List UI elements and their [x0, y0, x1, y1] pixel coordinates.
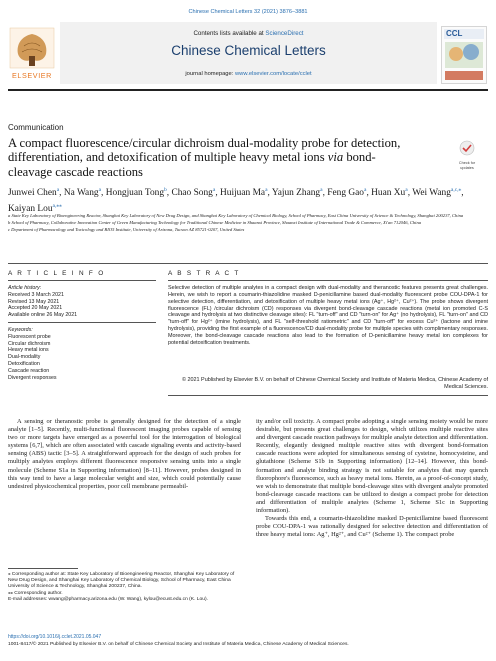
keyword: Cascade reaction — [8, 367, 50, 374]
section-rule — [8, 263, 488, 264]
keyword: Fluorescent probe — [8, 333, 51, 340]
author-name[interactable]: Chao Song — [171, 188, 213, 199]
article-info-heading: A R T I C L E I N F O — [8, 270, 105, 277]
author-affiliation-mark[interactable]: a — [320, 187, 323, 193]
article-title — [8, 136, 408, 179]
keyword: Heavy metal ions — [8, 347, 49, 354]
journal-cover-thumbnail — [441, 26, 487, 84]
history-revised: Revised 13 May 2021 — [8, 298, 60, 305]
author-name[interactable]: Huijuan Ma — [220, 188, 266, 199]
author-name[interactable]: Feng Gao — [327, 188, 364, 199]
keyword: Detoxification — [8, 360, 40, 367]
article-info-rule — [8, 280, 156, 281]
author-name[interactable]: Junwei Chen — [8, 188, 57, 199]
author-name[interactable]: Wei Wang — [412, 188, 451, 199]
crossmark-line2: updates — [460, 165, 474, 170]
elsevier-logo — [8, 26, 56, 82]
crossmark-icon — [452, 140, 482, 156]
author-affiliation-mark[interactable]: a,⁎⁎ — [52, 202, 62, 209]
abstract-end-rule — [168, 395, 488, 396]
abstract-heading: A B S T R A C T — [168, 270, 241, 277]
author-name[interactable]: Na Wang — [63, 188, 99, 199]
footnote-email[interactable]: E-mail addresses: wwang@pharmacy.arizona.edu (W. Wang), kylou@ecust.edu.cn (K. Lou). — [8, 596, 208, 602]
author-affiliation-mark[interactable]: b — [164, 187, 167, 193]
affiliation-b: b School of Pharmacy, Collaborative Innovation Center of Green Manufacturing Technology for Traditional Chinese Medicine in Shaanxi Province, Shaanxi Institute of International Trade & Commerce, Xi'an 712046, China — [8, 220, 422, 226]
author-affiliation-mark[interactable]: a — [265, 187, 268, 193]
history-online: Available online 26 May 2021 — [8, 312, 78, 319]
author-name[interactable]: Huan Xu — [371, 188, 406, 199]
abstract-copyright: © 2021 Published by Elsevier B.V. on behalf of Chinese Chemical Society and Institute of Materia Medica, Chinese Academy of Medical Sciences. — [181, 377, 488, 390]
abstract-rule — [168, 280, 488, 281]
journal-citation[interactable]: Chinese Chemical Letters 32 (2021) 3876–3881 — [188, 9, 308, 15]
history-accepted: Accepted 20 May 2021 — [8, 305, 63, 312]
check-for-updates-badge[interactable] — [452, 140, 482, 170]
author-affiliation-mark[interactable]: a — [98, 187, 102, 193]
sciencedirect-link[interactable]: ScienceDirect — [265, 30, 304, 37]
body-paragraph: ity and/or cell toxicity. A compact probe adopting a single sensing moiety would be more desirable, but presents great challenges to design, which utilizes multiple reactive sites and divergent cascade reaction pathways for multiple analyte detection and differentiation. Recently, elegantly designed multiple reactive sites with divergent bond-formation cascade reactions were adopted for simultaneous sensing of cysteine, homocysteine, and glutathione (Scheme S1b in Supporting information) [12–14]. However, this bond-formation and analyte binding strategy is not suitable for analytes that may quench fluorophore's fluorescence, such as heavy metal ions. Herein, as a proof-of-concept study, we wish to demonstrate that multiple bond-cleavage sites with divergent analyte promoted bond-cleavage cascade reactions can be utilized to design a compact probe for detection and differentiation of multiple analytes (Scheme 1, Scheme S1c in Supporting information). — [256, 418, 488, 515]
keywords-list — [8, 327, 156, 381]
article-type: Communication — [8, 123, 64, 132]
cover-title: CCL — [446, 29, 463, 38]
author-name[interactable]: Yajun Zhang — [271, 188, 321, 199]
author-affiliation-mark[interactable]: a — [363, 187, 367, 193]
title-italic: via — [327, 150, 344, 165]
bottom-copyright: 1001-8417/© 2021 Published by Elsevier B.V. on behalf of Chinese Chemical Society and Institute of Materia Medica, Chinese Academy of Medical Sciences. — [8, 642, 349, 647]
author-list: Junwei Chen$^a$, Na Wang$^a$, Hongjuan Tong$^b$, Chao Song$^a$, Huijuan Ma$^a$, Yajun Zhang$^a$, Feng Gao$^a$, Huan Xu$^a$, Wei Wang$^{a,c,⁎}$, Kaiyan Lou$^{a,⁎⁎}$ — [8, 187, 464, 214]
keywords-rule — [8, 322, 156, 323]
author-name[interactable]: Hongjuan Tong — [105, 188, 165, 199]
author-name[interactable]: Kaiyan Lou — [8, 203, 53, 214]
body-paragraph: Towards this end, a coumarin-thiazolidine masked D-penicillamine based fluorescent probe COU-DPA-1 was rationally designed for selective detection and differentiation of three heavy metal ions: Ag⁺, Hg²⁺, and Cu²⁺ (Scheme 1). The compact probe — [256, 515, 488, 539]
affiliation-c: c Department of Pharmacology and Toxicology and BIO5 Institute, University of Arizona, Tucson AZ 85721-0207, United States — [8, 227, 245, 233]
history-label: Article history: — [8, 285, 42, 291]
keyword: Dual-modality — [8, 354, 41, 361]
footnote-corresponding-1: ⁎ Corresponding author at: State Key Laboratory of Bioengineering Reactor, Shanghai Key Laboratory of New Drug Design, and Shanghai Key Laboratory of Chemical Biology, School of Pharmacy, East China University of Science & Technology, Shanghai 200237, China. — [8, 572, 235, 590]
author-affiliation-mark[interactable]: a — [56, 187, 60, 193]
affiliations — [8, 213, 488, 235]
journal-name: Chinese Chemical Letters — [171, 43, 326, 58]
body-right-column — [256, 418, 488, 539]
homepage-prefix: journal homepage: — [185, 71, 235, 77]
contents-prefix: Contents lists available at — [193, 30, 266, 37]
abstract-text: Selective detection of multiple analytes in a compact design with dual-modality and theranostic features presents great challenges. Herein, we wish to report a coumarin-thiazolidine masked D-penicillamine based dual-modality fluorescent probe COU-DPA-1 for selective detection, differentiation, and detoxification of multiple heavy metal ions (Ag⁺, Hg²⁺, Cu²⁺). The probe shows divergent fluorescence (FL) /circular dichroism (CD) responses via divergent bond-cleavage cascade reactions (metal ion promoted C-S cleavage and hydrolysis at two distinctive cleavage sites): FL "turn-off" and CD "turn-on" for Ag⁺ (no hydrolysis), FL "turn-on" and CD "turn-off" for Hg²⁺ (imine hydrolysis), and FL "self-threshold ratiometric" and CD "turn-off" for excess Cu²⁺ (lactone and imine hydrolysis), providing the first example of a fluorescence/CD dual-modality probe for multiple species with complimentary responses. Moreover, the bond-cleavage cascade reactions also lead to the formation of D-penicillamine heavy metal ion complexes for potential detoxification treatments. — [168, 285, 488, 346]
footnotes — [8, 572, 241, 603]
homepage-line — [60, 71, 437, 77]
header-rule — [8, 89, 488, 91]
footnote-rule — [8, 568, 78, 569]
author-affiliation-mark[interactable]: a,c,⁎ — [450, 187, 462, 193]
keywords-label: Keywords: — [8, 327, 33, 333]
title-part1: A compact fluorescence/circular dichroism dual-modality probe for detection, differentiation, and detoxification of multiple heavy metal ions — [8, 136, 401, 165]
author-affiliation-mark[interactable]: a — [212, 187, 216, 193]
contents-line — [60, 30, 437, 37]
keyword: Divergent responses — [8, 374, 57, 381]
homepage-link[interactable]: www.elsevier.com/locate/cclet — [234, 71, 312, 77]
history-received: Received 3 March 2021 — [8, 291, 64, 298]
footnote-corresponding-2: ⁎⁎ Corresponding author. — [8, 590, 63, 596]
author-affiliation-mark[interactable]: a — [405, 187, 408, 193]
doi-link[interactable]: https://doi.org/10.1016/j.cclet.2021.05.047 — [8, 634, 102, 640]
body-left-column: A sensing or theranostic probe is generally designed for the detection of a single analyte [1–5]. Recently, multi-functional fluorescent imaging probes capable of sensing two or more targets have emerged as a powerful tool for the interrogation of biological systems [6,7], which are often associated with cascade signaling events and activity-based sensing (ABS) tactic [3–5]. A straightforward approach for the design of such probes for multiply analytes employs different fluorescence responsive sensing units into a single molecule (Scheme S1a in Supporting information) [8–11]. However, probes designed in this way tend to have a large molecular weight and size, which could potentially cause undesired physicochemical properties, poor cell membrane permeabil- — [8, 418, 241, 490]
elsevier-wordmark: ELSEVIER — [12, 71, 52, 80]
crossmark-line1: Check for — [458, 161, 476, 165]
article-history — [8, 285, 156, 319]
keyword: Circular dichroism — [8, 340, 51, 347]
affiliation-a: a State Key Laboratory of Bioengineering Reactor, Shanghai Key Laboratory of New Drug Design, and Shanghai Key Laboratory of Chemical Biology, School of Pharmacy, East China University of Science & Technology, Shanghai 200237, China — [8, 213, 464, 218]
title-part2: bond-cleavage cascade reactions — [8, 150, 376, 179]
